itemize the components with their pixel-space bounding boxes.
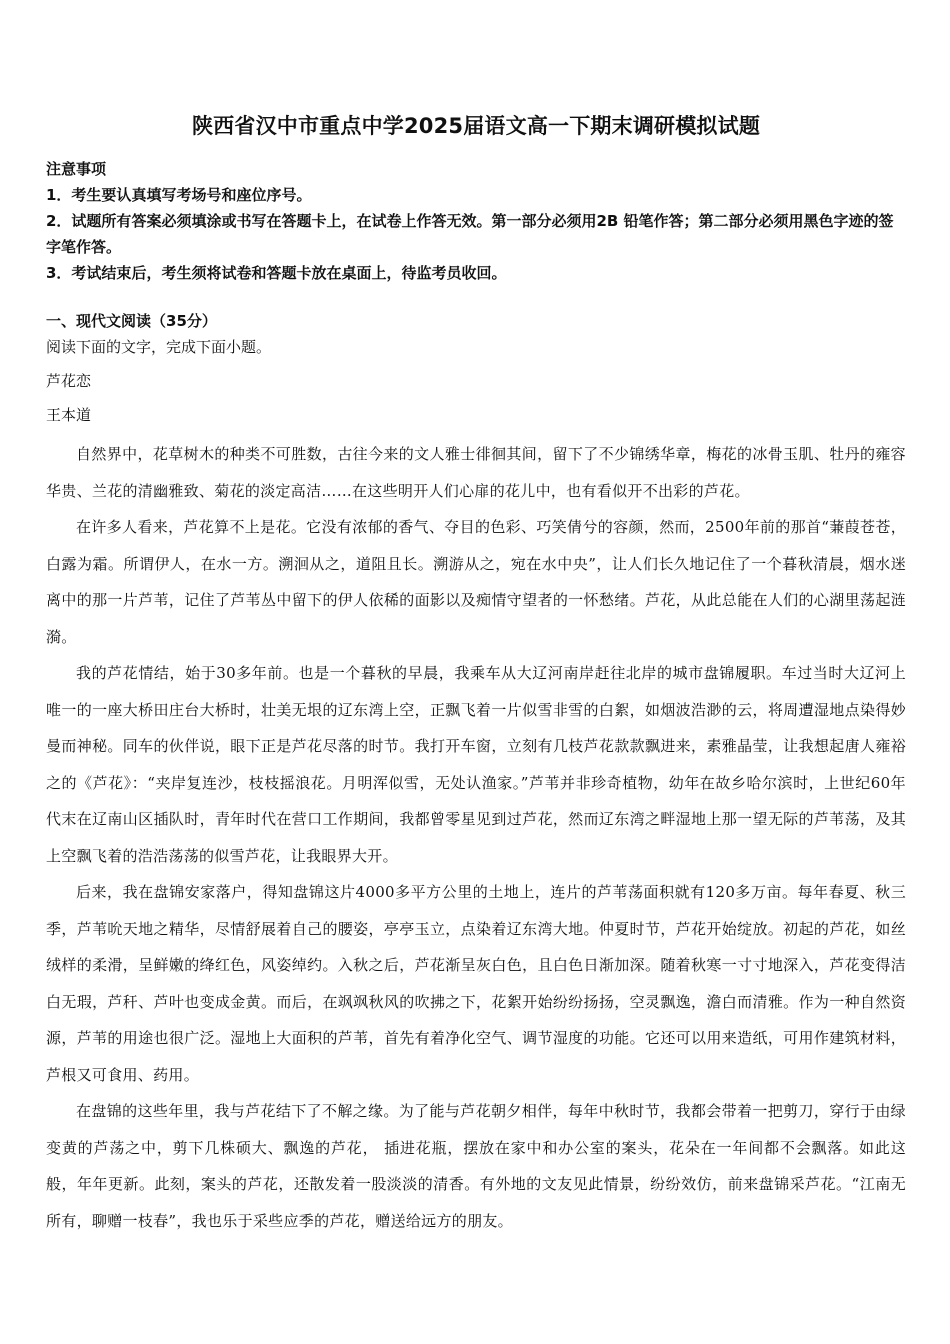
notice-block bbox=[46, 156, 906, 286]
article-body bbox=[46, 436, 906, 1239]
article-paragraph: 自然界中，花草树木的种类不可胜数，古往今来的文人雅士徘徊其间，留下了不少锦绣华章，梅花的冰骨玉肌、牡丹的雍容华贵、兰花的清幽雅致、菊花的淡定高洁……在这些明开人们心扉的花儿中，也有看似开不出彩的芦花。 bbox=[46, 445, 906, 500]
article-author: 王本道 bbox=[46, 406, 92, 424]
article-paragraph: 后来，我在盘锦安家落户，得知盘锦这片4000多平方公里的土地上，连片的芦苇荡面积就有120多万亩。每年春夏、秋三季，芦苇吮天地之精华，尽情舒展着自己的腰姿，亭亭玉立，点染着辽东湾大地。仲夏时节，芦花开始绽放。初起的芦花，如丝绒样的柔滑，呈鲜嫩的绛红色，风姿绰约。入秋之后，芦花渐呈灰白色，且白色日渐加深。随着秋寒一寸寸地深入，芦花变得洁白无瑕，芦秆、芦叶也变成金黄。而后，在飒飒秋风的吹拂之下，花絮开始纷纷扬扬，空灵飘逸，澹白而清雅。作为一种自然资源，芦苇的用途也很广泛。湿地上大面积的芦苇，首先有着净化空气、调节湿度的功能。它还可以用来造纸，可用作建筑材料，芦根又可食用、药用。 bbox=[46, 883, 906, 1084]
notice-heading: 注意事项 bbox=[46, 160, 107, 178]
notice-item-1: 1．考生要认真填写考场号和座位序号。 bbox=[46, 186, 312, 204]
notice-item-3: 3．考试结束后，考生须将试卷和答题卡放在桌面上，待监考员收回。 bbox=[46, 264, 507, 282]
article-paragraph: 我的芦花情结，始于30多年前。也是一个暮秋的早晨，我乘车从大辽河南岸赶往北岸的城市盘锦履职。车过当时大辽河上唯一的一座大桥田庄台大桥时，壮美无垠的辽东湾上空，正飘飞着一片似雪非雪的白絮，如烟波浩渺的云，将周遭湿地点染得妙曼而神秘。同车的伙伴说，眼下正是芦花尽落的时节。我打开车窗，立刻有几枝芦花款款飘进来，素雅晶莹，让我想起唐人雍裕之的《芦花》：“夹岸复连沙，枝枝摇浪花。月明浑似雪，无处认渔家。”芦苇并非珍奇植物，幼年在故乡哈尔滨时，上世纪60年代末在辽南山区插队时，青年时代在营口工作期间，我都曾零星见到过芦花，然而辽东湾之畔湿地上那一望无际的芦苇荡，及其上空飘飞着的浩浩荡荡的似雪芦花，让我眼界大开。 bbox=[46, 664, 906, 865]
article-paragraph: 在许多人看来，芦花算不上是花。它没有浓郁的香气、夺目的色彩、巧笑倩兮的容颜，然而，2500年前的那首“蒹葭苍苍，白露为霜。所谓伊人，在水一方。溯洄从之，道阻且长。溯游从之，宛在水中央”，让人们长久地记住了一个暮秋清晨，烟水迷离中的那一片芦苇，记住了芦苇丛中留下的伊人依稀的面影以及痴情守望者的一怀愁绪。芦花，从此总能在人们的心湖里荡起涟漪。 bbox=[46, 518, 906, 646]
notice-item-2: 2．试题所有答案必须填涂或书写在答题卡上，在试卷上作答无效。第一部分必须用2B 铅笔作答；第二部分必须用黑色字迹的签字笔作答。 bbox=[46, 212, 894, 256]
reading-instruction: 阅读下面的文字，完成下面小题。 bbox=[46, 338, 272, 356]
article-title: 芦花恋 bbox=[46, 372, 92, 390]
exam-page bbox=[46, 110, 906, 1239]
exam-title: 陕西省汉中市重点中学2025届语文高一下期末调研模拟试题 bbox=[191, 114, 761, 138]
section-heading: 一、现代文阅读（35分） bbox=[46, 312, 217, 330]
article-paragraph: 在盘锦的这些年里，我与芦花结下了不解之缘。为了能与芦花朝夕相伴，每年中秋时节，我都会带着一把剪刀，穿行于由绿变黄的芦荡之中，剪下几株硕大、飘逸的芦花， 插进花瓶，摆放在家中和办公室的案头，花朵在一年间都不会飘落。如此这般，年年更新。此刻，案头的芦花，还散发着一股淡淡的清香。有外地的文友见此情景，纷纷效仿，前来盘锦采芦花。“江南无所有，聊赠一枝春”，我也乐于采些应季的芦花，赠送给远方的朋友。 bbox=[46, 1102, 906, 1230]
